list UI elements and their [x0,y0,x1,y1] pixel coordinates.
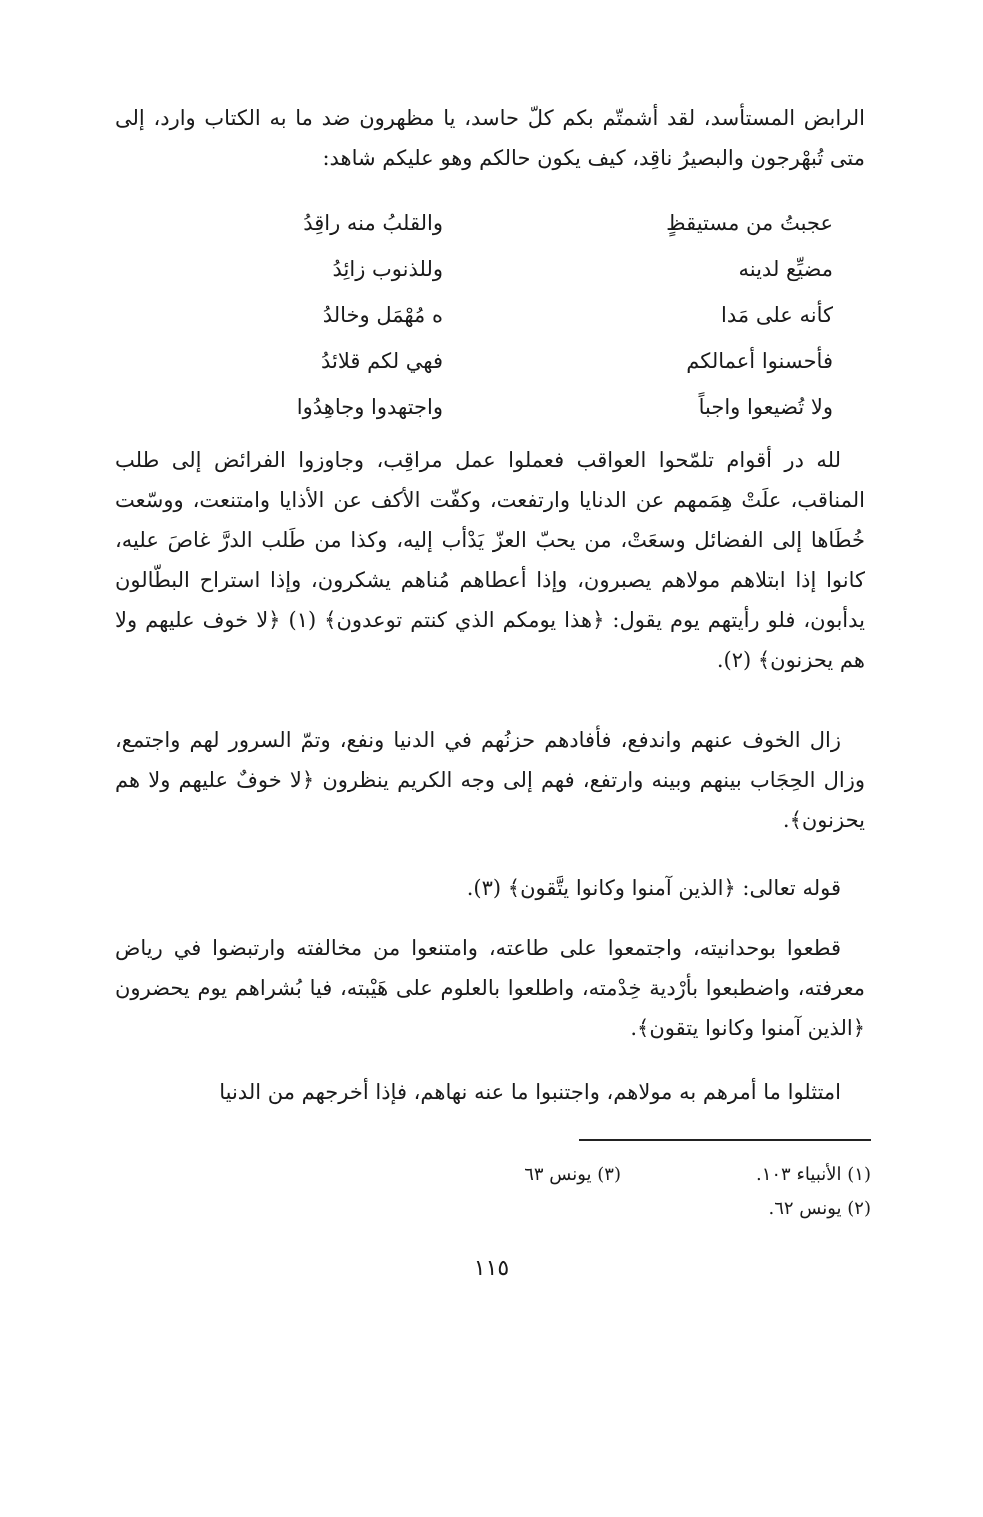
poem-verse [143,384,833,430]
footnote-1: (١) الأنبياء ١٠٣. [755,1164,871,1185]
intro-paragraph [115,98,865,178]
footnote-divider [579,1139,871,1141]
paragraph-1 [115,440,865,680]
poem-second-hemistich: ه مُهْمَل وخالدُ [322,303,443,327]
footnotes [371,1158,871,1226]
poem-verse [143,246,833,292]
poem-verse [143,200,833,246]
poem-second-hemistich: واجتهدوا وجاهِدُوا [296,395,443,419]
paragraph-text: امتثلوا ما أمرهم به مولاهم، واجتنبوا ما عنه نهاهم، فإذا أخرجهم من الدنيا [219,1080,841,1104]
poem-verse [143,338,833,384]
poem [143,200,833,430]
poem-second-hemistich: وللذنوب زائِدُ [332,257,443,281]
poem-second-hemistich: فهي لكم قلائدُ [321,349,443,373]
paragraph-3 [115,868,865,908]
paragraph-5 [115,1072,865,1112]
poem-first-hemistich: مضيِّع لدينه [738,257,833,281]
paragraph-2 [115,720,865,840]
poem-second-hemistich: والقلبُ منه راقِدُ [303,211,443,235]
footnote-3: (٣) يونس ٦٣ [524,1164,621,1185]
poem-first-hemistich: عجبتُ من مستيقظٍ [666,211,833,235]
paragraph-text: قوله تعالى: ﴿الذين آمنوا وكانوا يتَّقون﴾ (٣). [466,876,841,900]
footnote-row [371,1158,871,1192]
paragraph-text: لله در أقوام تلمّحوا العواقب فعملوا عمل مراقِب، وجاوزوا الفرائض إلى طلب المناقب، علَتْ هِمَمهم عن الدنايا وارتفعت، وكفّت الأكف عن الأذايا وامتنعت، ووسّعت خُطَاها إلى الفضائل وسعَتْ، من يحبّ العزّ يَدْأب إليه، وكذا من طَلب الدرَّ غاصَ عليه، كانوا إذا ابتلاهم مولاهم يصبرون، وإذا أعطاهم مُناهم يشكرون، وإذا استراح البطّالون يدأبون، فلو رأيتهم يوم يقول: ﴿هذا يومكم الذي كنتم توعدون﴾ (١) ﴿لا خوف عليهم ولا هم يحزنون﴾ (٢). [115,448,865,672]
poem-first-hemistich: فأحسنوا أعمالكم [686,349,833,373]
intro-text: الرابض المستأسد، لقد أشمتّم بكم كلّ حاسد، يا مظهرون ضد ما به الكتاب وارد، إلى متى تُبهْرجون والبصيرُ ناقِد، كيف يكون حالكم وهو عليكم شاهد: [115,106,865,170]
footnote-2: (٢) يونس ٦٢. [768,1198,871,1219]
poem-first-hemistich: ولا تُضيعوا واجباً [698,395,833,419]
poem-first-hemistich: كأنه على مَدا [721,303,833,327]
paragraph-4 [115,928,865,1048]
paragraph-text: زال الخوف عنهم واندفع، فأفادهم حزنُهم في الدنيا ونفع، وتمّ السرور لهم واجتمع، وزال الحِجَاب بينهم وبينه وارتفع، فهم إلى وجه الكريم ينظرون ﴿لا خوفٌ عليهم ولا هم يحزنون﴾. [115,728,865,832]
page-number: ١١٥ [473,1256,510,1281]
footnote-row [371,1192,871,1226]
paragraph-text: قطعوا بوحدانيته، واجتمعوا على طاعته، وامتنعوا من مخالفته وارتبضوا في رياض معرفته، واضطبعوا بأرْدية خِدْمته، واطلعوا بالعلوم على هَيْبته، فيا بُشراهم يوم يحضرون ﴿الذين آمنوا وكانوا يتقون﴾. [115,936,865,1040]
poem-verse [143,292,833,338]
